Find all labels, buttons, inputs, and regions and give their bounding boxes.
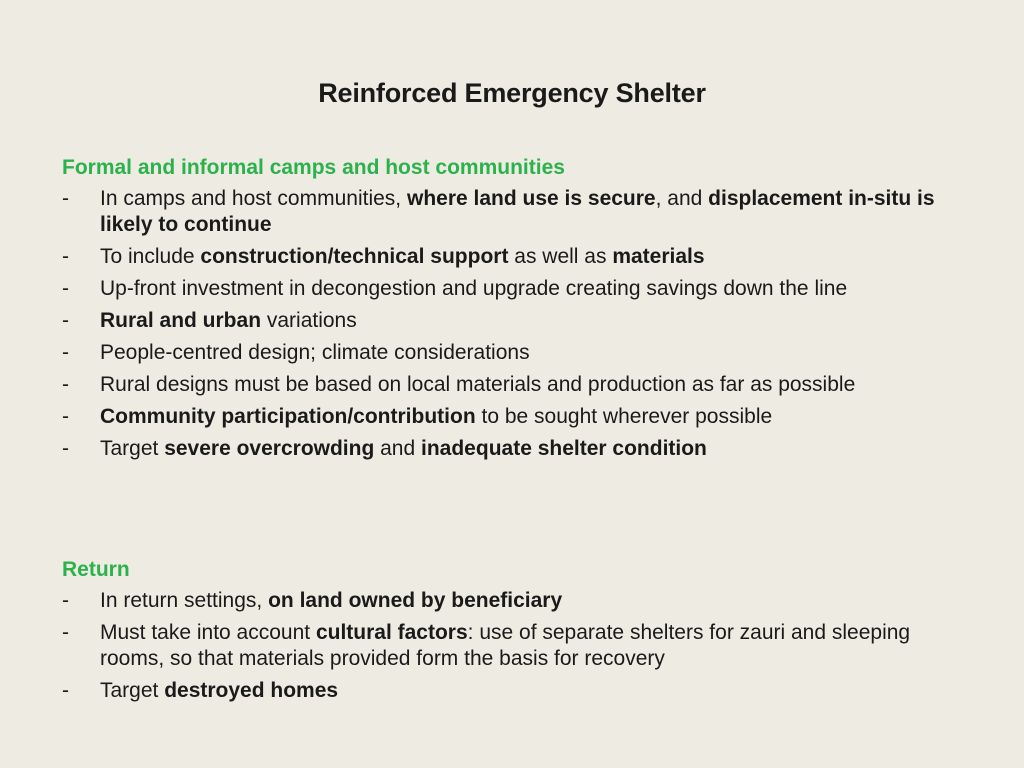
bullet-text-bold: where land use is secure (406, 187, 656, 210)
bullet-text-bold: materials (612, 245, 705, 268)
bullet-text: variations (261, 309, 357, 332)
bullet-item (62, 620, 962, 672)
bullet-item (62, 588, 962, 614)
bullet-text: : use of separate shelters for zauri and sleeping rooms, so that materials provided form the basis for recovery (100, 621, 911, 670)
bullet-text: Target (100, 679, 165, 702)
bullet-list-camps (62, 186, 962, 462)
bullet-text: as well as (508, 245, 613, 268)
bullet-text: Must take into account (100, 621, 316, 644)
bullet-item (62, 244, 962, 270)
bullet-item (62, 186, 962, 238)
bullet-dash: - (62, 621, 69, 644)
bullet-dash: - (62, 277, 69, 300)
bullet-dash: - (62, 373, 69, 396)
bullet-text-bold: cultural factors (315, 621, 468, 644)
bullet-dash: - (62, 405, 69, 428)
section-heading-camps: Formal and informal camps and host communities (62, 156, 565, 179)
bullet-text-bold: severe overcrowding (164, 437, 375, 460)
bullet-text-bold: inadequate shelter condition (421, 437, 707, 460)
section-return (62, 556, 962, 710)
bullet-text-bold: displacement in-situ is likely to continue (100, 187, 935, 236)
bullet-item (62, 404, 962, 430)
bullet-dash: - (62, 437, 69, 460)
bullet-text: To include (100, 245, 201, 268)
bullet-list-return (62, 588, 962, 704)
slide-title: Reinforced Emergency Shelter (318, 78, 706, 108)
bullet-dash: - (62, 309, 69, 332)
bullet-item (62, 340, 962, 366)
bullet-text: and (374, 437, 422, 460)
bullet-dash: - (62, 245, 69, 268)
section-heading-return: Return (62, 558, 130, 581)
bullet-dash: - (62, 679, 69, 702)
bullet-item (62, 678, 962, 704)
bullet-item (62, 372, 962, 398)
bullet-text: In camps and host communities, (100, 187, 407, 210)
bullet-text-bold: destroyed homes (164, 679, 339, 702)
bullet-dash: - (62, 589, 69, 612)
bullet-item (62, 308, 962, 334)
bullet-text-bold: Rural and urban (100, 309, 262, 332)
bullet-item (62, 436, 962, 462)
bullet-item (62, 276, 962, 302)
bullet-text: Up-front investment in decongestion and upgrade creating savings down the line (100, 277, 848, 300)
section-camps (62, 154, 962, 468)
bullet-text: People-centred design; climate considerations (100, 341, 530, 364)
bullet-text: , and (655, 187, 709, 210)
bullet-text-bold: construction/technical support (200, 245, 509, 268)
bullet-dash: - (62, 341, 69, 364)
bullet-text: Rural designs must be based on local materials and production as far as possible (100, 373, 856, 396)
bullet-text: In return settings, (100, 589, 269, 612)
bullet-text: Target (100, 437, 165, 460)
bullet-dash: - (62, 187, 69, 210)
bullet-text-bold: Community participation/contribution (100, 405, 476, 428)
bullet-text: to be sought wherever possible (475, 405, 773, 428)
bullet-text-bold: on land owned by beneficiary (268, 589, 563, 612)
